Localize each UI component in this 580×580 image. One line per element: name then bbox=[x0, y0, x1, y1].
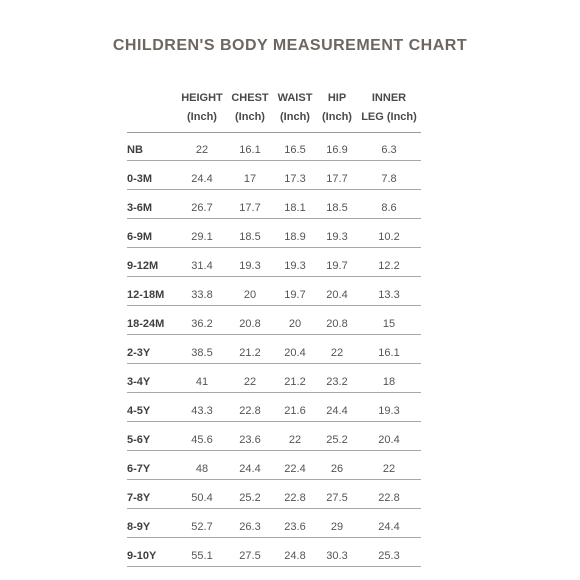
measurement-value: 20 bbox=[288, 318, 302, 330]
table-row bbox=[127, 393, 421, 422]
table-header bbox=[127, 88, 421, 133]
table-row bbox=[127, 190, 421, 219]
size-label: 4-5Y bbox=[127, 405, 151, 417]
measurement-value: 21.2 bbox=[284, 376, 306, 388]
table-row bbox=[127, 306, 421, 335]
measurement-value: 41 bbox=[195, 376, 209, 388]
measurement-value: 29 bbox=[330, 521, 344, 533]
measurement-value: 48 bbox=[195, 463, 209, 475]
column-header-line1: WAIST bbox=[277, 92, 313, 104]
table-row bbox=[127, 509, 421, 538]
column-header-line2: (Inch) bbox=[280, 111, 310, 123]
measurement-value: 33.8 bbox=[191, 289, 213, 301]
column-header-line2: (Inch) bbox=[235, 111, 265, 123]
measurement-value: 26.3 bbox=[239, 521, 261, 533]
size-label: 12-18M bbox=[127, 289, 165, 301]
table-row bbox=[127, 161, 421, 190]
column-header-line2: (Inch) bbox=[322, 111, 352, 123]
measurement-value: 24.4 bbox=[191, 173, 213, 185]
measurement-value: 22 bbox=[288, 434, 302, 446]
measurement-value: 38.5 bbox=[191, 347, 213, 359]
table-row bbox=[127, 422, 421, 451]
size-label: 0-3M bbox=[127, 173, 153, 185]
measurement-value: 17.3 bbox=[284, 173, 306, 185]
measurement-value: 25.3 bbox=[378, 550, 400, 562]
column-header-line1: HEIGHT bbox=[181, 92, 223, 104]
measurement-table bbox=[127, 88, 421, 568]
measurement-value: 27.5 bbox=[326, 492, 348, 504]
measurement-value: 24.4 bbox=[239, 463, 261, 475]
measurement-value: 20.8 bbox=[239, 318, 261, 330]
measurement-value: 18.9 bbox=[284, 231, 306, 243]
measurement-value: 23.6 bbox=[284, 521, 306, 533]
measurement-value: 19.7 bbox=[326, 260, 348, 272]
measurement-value: 24.4 bbox=[326, 405, 348, 417]
measurement-value: 26 bbox=[330, 463, 344, 475]
measurement-value: 24.4 bbox=[378, 521, 400, 533]
measurement-value: 12.2 bbox=[378, 260, 400, 272]
measurement-value: 18 bbox=[382, 376, 396, 388]
measurement-value: 31.4 bbox=[191, 260, 213, 272]
measurement-value: 43.3 bbox=[191, 405, 213, 417]
column-header-height bbox=[177, 88, 227, 132]
measurement-value: 16.5 bbox=[284, 144, 306, 156]
measurement-value: 20.4 bbox=[378, 434, 400, 446]
table-row bbox=[127, 364, 421, 393]
size-label: 3-6M bbox=[127, 202, 153, 214]
size-label: 7-8Y bbox=[127, 492, 151, 504]
measurement-value: 29.1 bbox=[191, 231, 213, 243]
measurement-value: 17.7 bbox=[326, 173, 348, 185]
column-header-line1: CHEST bbox=[231, 92, 269, 104]
table-row bbox=[127, 219, 421, 248]
column-header-waist bbox=[273, 88, 317, 132]
measurement-value: 22.8 bbox=[239, 405, 261, 417]
measurement-value: 25.2 bbox=[326, 434, 348, 446]
measurement-value: 23.6 bbox=[239, 434, 261, 446]
measurement-value: 18.5 bbox=[326, 202, 348, 214]
measurement-value: 20.8 bbox=[326, 318, 348, 330]
measurement-value: 13.3 bbox=[378, 289, 400, 301]
size-label: 8-9Y bbox=[127, 521, 151, 533]
measurement-value: 21.6 bbox=[284, 405, 306, 417]
column-header-inner-leg bbox=[357, 88, 421, 132]
measurement-value: 36.2 bbox=[191, 318, 213, 330]
measurement-value: 20 bbox=[243, 289, 257, 301]
column-header-line1: HIP bbox=[327, 92, 347, 104]
measurement-value: 22 bbox=[243, 376, 257, 388]
measurement-value: 27.5 bbox=[239, 550, 261, 562]
measurement-value: 24.8 bbox=[284, 550, 306, 562]
measurement-value: 8.6 bbox=[381, 202, 397, 214]
measurement-value: 22 bbox=[382, 463, 396, 475]
table-row bbox=[127, 277, 421, 306]
size-label: 9-10Y bbox=[127, 550, 157, 562]
measurement-value: 19.7 bbox=[284, 289, 306, 301]
measurement-value: 30.3 bbox=[326, 550, 348, 562]
size-label: 18-24M bbox=[127, 318, 165, 330]
table-row bbox=[127, 451, 421, 480]
measurement-value: 16.9 bbox=[326, 144, 348, 156]
measurement-value: 16.1 bbox=[239, 144, 261, 156]
page-title: CHILDREN'S BODY MEASUREMENT CHART bbox=[112, 37, 468, 54]
measurement-value: 19.3 bbox=[284, 260, 306, 272]
size-label: 3-4Y bbox=[127, 376, 151, 388]
measurement-value: 10.2 bbox=[378, 231, 400, 243]
measurement-value: 19.3 bbox=[326, 231, 348, 243]
table-row bbox=[127, 480, 421, 509]
column-header-line2: (Inch) bbox=[187, 111, 217, 123]
measurement-value: 45.6 bbox=[191, 434, 213, 446]
measurement-value: 22 bbox=[195, 144, 209, 156]
measurement-value: 55.1 bbox=[191, 550, 213, 562]
size-label: 6-9M bbox=[127, 231, 153, 243]
measurement-value: 19.3 bbox=[239, 260, 261, 272]
measurement-value: 19.3 bbox=[378, 405, 400, 417]
measurement-value: 16.1 bbox=[378, 347, 400, 359]
measurement-value: 17.7 bbox=[239, 202, 261, 214]
column-header-chest bbox=[227, 88, 273, 132]
size-label: 5-6Y bbox=[127, 434, 151, 446]
table-row bbox=[127, 538, 421, 567]
measurement-value: 18.1 bbox=[284, 202, 306, 214]
measurement-value: 23.2 bbox=[326, 376, 348, 388]
measurement-value: 20.4 bbox=[284, 347, 306, 359]
table-row bbox=[127, 132, 421, 161]
column-header-line2: LEG (Inch) bbox=[361, 111, 417, 123]
measurement-value: 22.8 bbox=[378, 492, 400, 504]
measurement-value: 6.3 bbox=[381, 144, 397, 156]
measurement-value: 22.8 bbox=[284, 492, 306, 504]
measurement-value: 26.7 bbox=[191, 202, 213, 214]
measurement-value: 20.4 bbox=[326, 289, 348, 301]
measurement-value: 15 bbox=[382, 318, 396, 330]
measurement-value: 7.8 bbox=[381, 173, 397, 185]
measurement-value: 52.7 bbox=[191, 521, 213, 533]
measurement-value: 21.2 bbox=[239, 347, 261, 359]
size-label: 6-7Y bbox=[127, 463, 151, 475]
measurement-value: 22.4 bbox=[284, 463, 306, 475]
size-label: 2-3Y bbox=[127, 347, 151, 359]
column-header-hip bbox=[317, 88, 357, 132]
column-header-line1: INNER bbox=[371, 92, 407, 104]
measurement-value: 18.5 bbox=[239, 231, 261, 243]
table-row bbox=[127, 248, 421, 277]
measurement-value: 25.2 bbox=[239, 492, 261, 504]
table-row bbox=[127, 335, 421, 364]
size-label: 9-12M bbox=[127, 260, 159, 272]
size-label: NB bbox=[127, 144, 143, 156]
measurement-value: 50.4 bbox=[191, 492, 213, 504]
measurement-value: 22 bbox=[330, 347, 344, 359]
measurement-value: 17 bbox=[243, 173, 257, 185]
